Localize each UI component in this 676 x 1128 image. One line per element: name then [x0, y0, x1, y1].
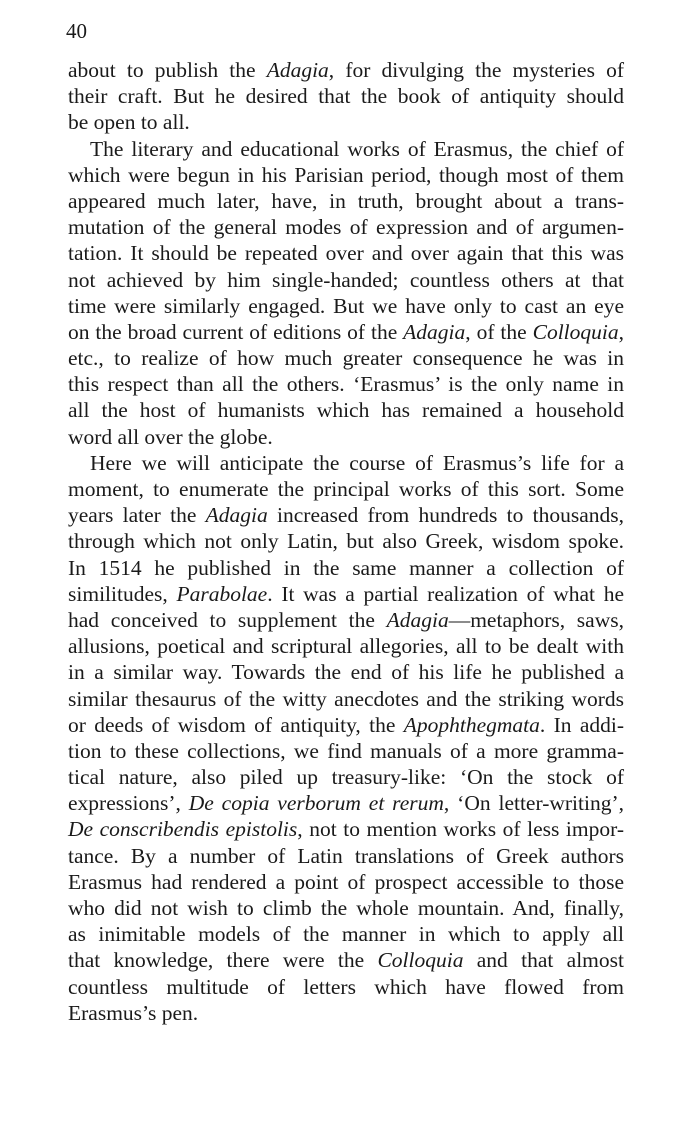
text-segment: and that almost	[463, 948, 624, 973]
text-line	[68, 450, 624, 476]
text-line	[68, 162, 624, 188]
text-segment: which were begun in his Parisian period, though most of them	[68, 162, 624, 187]
text-segment: Erasmus’s pen.	[68, 1000, 199, 1025]
text-segment: In 1514 he published in the same manner a collection of	[68, 555, 624, 580]
text-segment: —metaphors, saws,	[448, 607, 624, 632]
text-line	[68, 921, 624, 947]
text-line	[68, 869, 624, 895]
text-line	[68, 843, 624, 869]
text-segment: be open to all.	[68, 110, 190, 135]
text-line	[68, 83, 624, 109]
text-segment: similar thesaurus of the witty anecdotes and the striking words	[68, 686, 624, 711]
text-segment: , not to mention works of less impor-	[297, 817, 624, 842]
italic-title: Parabolae	[176, 581, 268, 606]
text-segment: etc., to realize of how much greater consequence he was in	[68, 346, 624, 371]
text-segment: through which not only Latin, but also Greek, wisdom spoke.	[68, 529, 624, 554]
text-segment: tical nature, also piled up treasury-like: ‘On the stock of	[68, 765, 624, 790]
text-line	[68, 1000, 624, 1026]
text-segment: expressions’,	[68, 791, 189, 816]
italic-title: Colloquia	[532, 319, 619, 344]
italic-title: Apophthegmata	[403, 712, 540, 737]
text-line	[68, 397, 624, 423]
page-number: 40	[66, 19, 87, 43]
text-segment: similitudes,	[68, 581, 177, 606]
text-line	[68, 712, 624, 738]
text-segment: , ‘On letter-writing’,	[443, 791, 625, 816]
text-line	[68, 528, 624, 554]
text-line	[68, 895, 624, 921]
text-segment: , of the	[465, 319, 533, 344]
text-line	[68, 947, 624, 973]
text-line	[68, 738, 624, 764]
text-line	[68, 816, 624, 842]
text-line	[68, 633, 624, 659]
italic-title: De conscribendis epistolis	[68, 817, 298, 842]
text-segment: , for divulging the mysteries of	[328, 58, 624, 82]
text-segment: moment, to enumerate the principal works of this sort. Some	[68, 477, 624, 501]
text-line	[68, 188, 624, 214]
italic-title: Adagia	[386, 607, 449, 632]
text-line	[68, 319, 624, 345]
text-segment: mutation of the general modes of expression and of argumen-	[68, 215, 624, 240]
text-segment: tation. It should be repeated over and over again that this was	[68, 241, 624, 266]
text-segment: The literary and educational works of Erasmus, the chief of	[90, 136, 624, 161]
text-line	[68, 214, 624, 240]
text-line	[68, 502, 624, 528]
text-segment: appeared much later, have, in truth, brought about a trans-	[68, 188, 624, 213]
text-segment: word all over the globe.	[68, 424, 273, 449]
text-line	[68, 267, 624, 293]
italic-title: Adagia	[403, 319, 466, 344]
italic-title: De copia verborum et rerum	[188, 791, 444, 816]
text-segment: this respect than all the others. ‘Erasmus’ is the only name in	[68, 372, 624, 397]
text-line	[68, 607, 624, 633]
text-segment: as inimitable models of the manner in which to apply all	[68, 922, 624, 947]
text-segment: tance. By a number of Latin translations of Greek authors	[68, 843, 624, 868]
text-segment: tion to these collections, we find manuals of a more gramma-	[68, 738, 624, 763]
text-segment: in a similar way. Towards the end of his life he published a	[68, 660, 624, 685]
text-segment: about to publish the	[68, 58, 267, 82]
text-line	[68, 659, 624, 685]
text-segment: had conceived to supplement the	[68, 607, 387, 632]
text-line	[68, 764, 624, 790]
text-line	[68, 293, 624, 319]
text-line	[68, 240, 624, 266]
text-segment: years later the	[68, 503, 206, 528]
text-segment: who did not wish to climb the whole mountain. And, finally,	[68, 896, 624, 920]
text-line	[68, 136, 624, 162]
text-segment: countless multitude of letters which have flowed from	[68, 974, 624, 999]
text-line	[68, 424, 624, 450]
text-line	[68, 476, 624, 502]
text-segment: or deeds of wisdom of antiquity, the	[68, 712, 404, 737]
italic-title: Adagia	[205, 503, 268, 528]
text-line	[68, 109, 624, 135]
text-line	[68, 555, 624, 581]
body-text	[68, 57, 624, 1026]
text-segment: increased from hundreds to thousands,	[267, 503, 624, 528]
text-segment: . It was a partial realization of what he	[267, 581, 624, 606]
italic-title: Adagia	[266, 58, 329, 82]
text-segment: ,	[618, 319, 624, 344]
text-segment: all the host of humanists which has remained a household	[68, 398, 624, 423]
text-segment: allusions, poetical and scriptural allegories, all to be dealt with	[68, 634, 624, 659]
text-line	[68, 790, 624, 816]
text-segment: Erasmus had rendered a point of prospect accessible to those	[68, 869, 624, 894]
text-segment: Here we will anticipate the course of Erasmus’s life for a	[90, 450, 624, 475]
text-line	[68, 371, 624, 397]
text-line	[68, 974, 624, 1000]
text-line	[68, 345, 624, 371]
text-line	[68, 57, 624, 83]
text-segment: that knowledge, there were the	[68, 948, 378, 973]
text-segment: time were similarly engaged. But we have only to cast an eye	[68, 293, 624, 318]
text-segment: their craft. But he desired that the book of antiquity should	[68, 84, 624, 109]
text-line	[68, 686, 624, 712]
text-segment: . In addi-	[539, 712, 625, 737]
italic-title: Colloquia	[377, 948, 464, 973]
text-segment: not achieved by him single-handed; countless others at that	[68, 267, 624, 292]
text-segment: on the broad current of editions of the	[68, 319, 404, 344]
text-line	[68, 581, 624, 607]
